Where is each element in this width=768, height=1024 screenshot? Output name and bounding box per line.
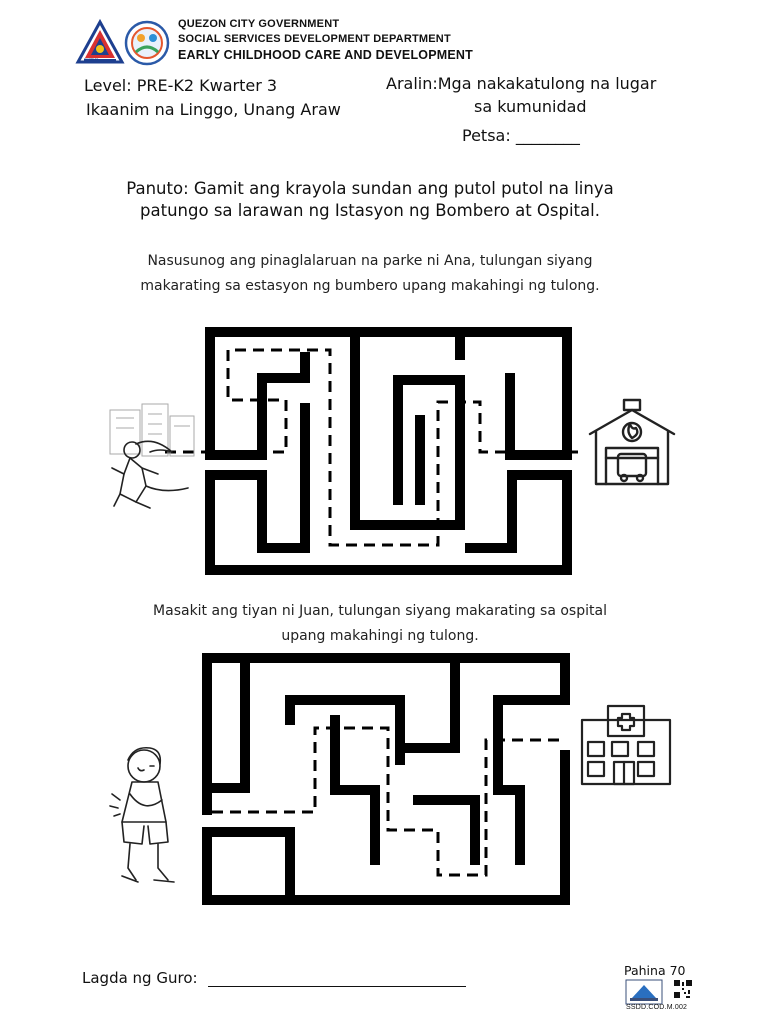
page-number: Pahina 70 <box>624 963 686 978</box>
level-text: Level: PRE-K2 Kwarter 3 <box>84 76 278 95</box>
lesson-line-2: sa kumunidad <box>474 97 587 116</box>
qr-code-icon <box>674 980 692 998</box>
signature-label: Lagda ng Guro: <box>82 969 198 987</box>
header-line-1: QUEZON CITY GOVERNMENT <box>178 18 340 30</box>
maze2-dashed-path[interactable] <box>212 728 565 875</box>
header-line-3: EARLY CHILDHOOD CARE AND DEVELOPMENT <box>178 48 473 62</box>
certification-badge-icon <box>626 980 662 1004</box>
maze2-story-line-2: upang makahingi ng tulong. <box>281 628 479 644</box>
signature-line[interactable] <box>208 986 466 987</box>
instruction-line-2: patungo sa larawan ng Istasyon ng Bombero at Ospital. <box>140 201 600 220</box>
maze1-story-line-2: makarating sa estasyon ng bumbero upang makahingi ng tulong. <box>140 278 600 294</box>
hospital-icon <box>578 702 674 786</box>
week-day-text: Ikaanim na Linggo, Unang Araw <box>86 100 341 119</box>
maze2-walls <box>207 658 565 900</box>
maze1-story-line-1: Nasusunog ang pinaglalaruan na parke ni Ana, tulungan siyang <box>147 253 593 269</box>
maze2-story-line-1: Masakit ang tiyan ni Juan, tulungan siyang makarating sa ospital <box>153 603 607 619</box>
header-line-2: SOCIAL SERVICES DEVELOPMENT DEPARTMENT <box>178 33 451 45</box>
date-field: Petsa: ________ <box>462 126 580 145</box>
seal-text: PILIPINAS <box>84 57 99 61</box>
boy-stomach-ache-icon <box>108 742 194 892</box>
document-code: SSDD.COD.M.002 <box>626 1004 688 1011</box>
instruction-line-1: Panuto: Gamit ang krayola sundan ang putol putol na linya <box>126 179 614 198</box>
lesson-line-1: Aralin:Mga nakakatulong na lugar <box>386 74 657 93</box>
